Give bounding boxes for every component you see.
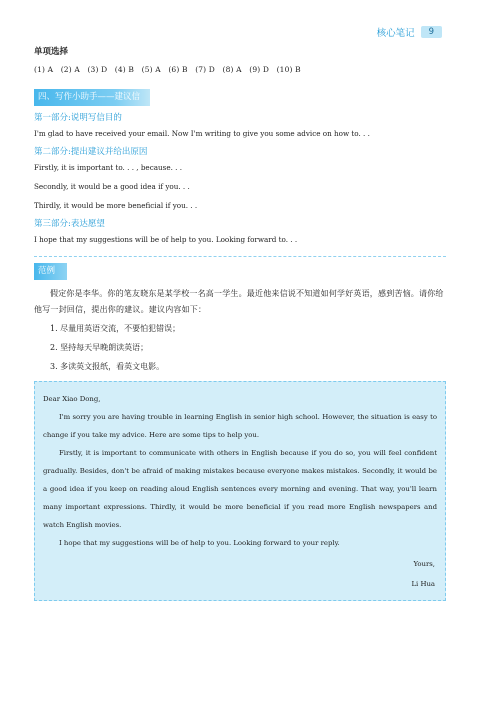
answer-key — [34, 64, 446, 76]
template-line: I'm glad to have received your email. Now I'm writing to give you some advice on how to. . . — [34, 129, 370, 138]
letter-paragraph: I'm sorry you are having trouble in learning English in senior high school. However, the situation is easy to change if you take my advice. Here are some tips to help you. — [43, 413, 437, 439]
template-line: I hope that my suggestions will be of help to you. Looking forward to. . . — [34, 235, 298, 244]
page-content — [34, 46, 446, 601]
template-line: Secondly, it would be a good idea if you. . . — [34, 182, 190, 191]
header-title: 核心笔记 — [376, 28, 415, 39]
part3-heading: 第三部分:表达愿望 — [34, 219, 105, 229]
requirement-item: 2. 坚持每天早晚朗读英语； — [50, 343, 149, 352]
writing-helper-banner: 四、写作小助手——建议信 — [34, 89, 150, 106]
template-line: Firstly, it is important to. . . , because. . . — [34, 163, 182, 172]
answer-item: (3) D — [87, 65, 108, 74]
answer-item: (6) B — [168, 65, 188, 74]
answer-item: (1) A — [34, 65, 54, 74]
requirement-item: 1. 尽量用英语交流，不要怕犯错误； — [50, 324, 181, 333]
answer-item: (2) A — [60, 65, 80, 74]
answer-item: (5) A — [141, 65, 161, 74]
letter-paragraph: I hope that my suggestions will be of help to you. Looking forward to your reply. — [59, 539, 340, 547]
answer-item: (7) D — [195, 65, 215, 74]
template-line: Thirdly, it would be more beneficial if you. . . — [34, 201, 198, 210]
answer-item: (10) B — [276, 65, 301, 74]
section-divider — [34, 256, 446, 257]
page-number: 9 — [421, 26, 442, 38]
letter-greeting: Dear Xiao Dong, — [43, 395, 101, 403]
example-tag: 范例 — [34, 263, 67, 280]
letter-paragraph: Firstly, it is important to communicate with others in English because if you do so, you will feel confident gradually. Besides, don't be afraid of making mistakes because everyone makes mistakes. Secondly, it would be a good idea if you keep on reading aloud English sentences every morning and evening. That way, you'll learn many important expressions. Thirdly, it would be more beneficial if you read more English newspapers and watch English movies. — [43, 449, 437, 529]
part2-heading: 第二部分:提出建议并给出原因 — [34, 147, 148, 157]
letter-closing: Yours, — [413, 560, 435, 568]
requirement-item: 3. 多读英文报纸，看英文电影。 — [50, 362, 165, 371]
part1-heading: 第一部分:说明写信目的 — [34, 113, 122, 123]
letter-signature: Li Hua — [411, 580, 435, 588]
answers-section-label: 单项选择 — [34, 47, 69, 57]
answer-item: (8) A — [222, 65, 242, 74]
answer-item: (4) B — [114, 65, 135, 74]
page-header — [377, 25, 442, 39]
example-prompt: 假定你是李华。你的笔友晓东是某学校一名高一学生。最近他来信说不知道如何学好英语，感到苦恼。请你给他写一封回信，提出你的建议。建议内容如下： — [34, 289, 444, 314]
answer-item: (9) D — [249, 65, 270, 74]
sample-letter — [34, 381, 446, 601]
